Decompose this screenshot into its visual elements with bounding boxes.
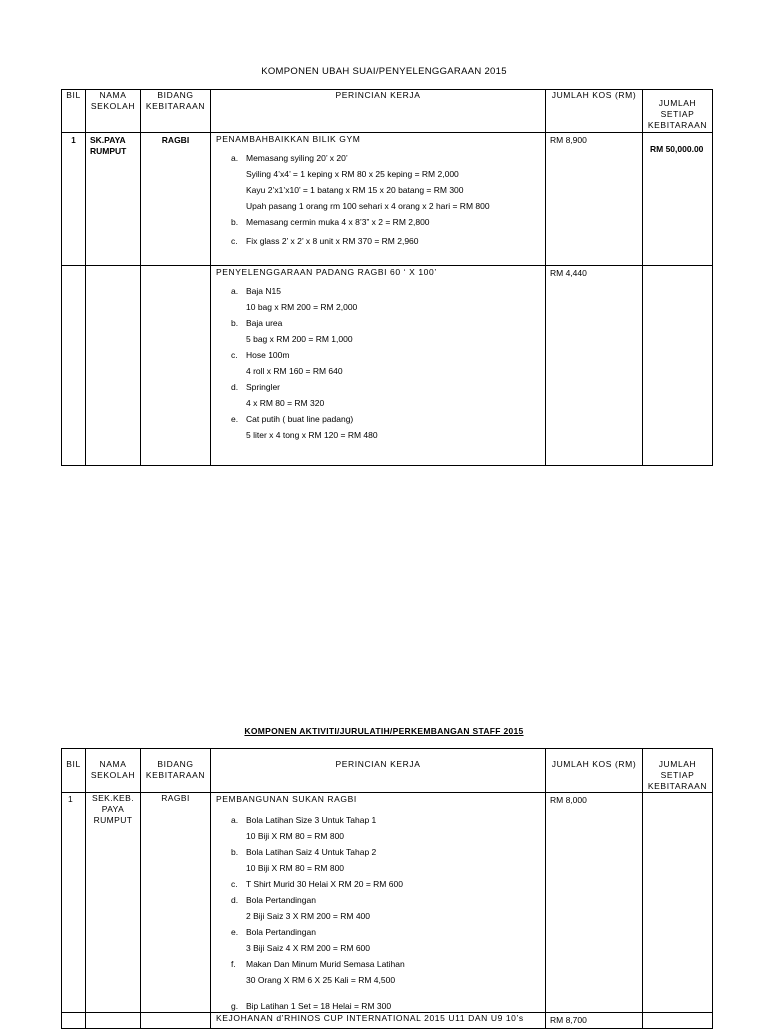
header-row xyxy=(62,90,713,133)
header-bil: BIL xyxy=(62,749,86,793)
list-item: f. Makan Dan Minum Murid Semasa Latihan xyxy=(231,959,405,969)
list-item: 10 bag x RM 200 = RM 2,000 xyxy=(246,302,358,312)
section2-title: KOMPONEN AKTIVITI/JURULATIH/PERKEMBANGAN STAFF 2015 xyxy=(244,726,524,736)
perincian-cell xyxy=(211,266,546,466)
header-jumlah-setiap: JUMLAH SETIAP KEBITARAAN xyxy=(643,90,713,133)
list-item: d. Bola Pertandingan xyxy=(231,895,316,905)
jumlah-kos-cell: RM 8,900 xyxy=(546,133,643,266)
perincian-cell xyxy=(211,133,546,266)
list-item: 3 Biji Saiz 4 X RM 200 = RM 600 xyxy=(246,943,371,953)
aktiviti-table xyxy=(61,748,713,1029)
bil-cell: 1 xyxy=(62,793,86,1013)
perincian-cell xyxy=(211,1013,546,1029)
jumlah-setiap-cell: RM 50,000.00 xyxy=(643,133,713,266)
perincian-heading: PEMBANGUNAN SUKAN RAGBI xyxy=(216,794,357,804)
list-item: 5 liter x 4 tong x RM 120 = RM 480 xyxy=(246,430,378,440)
jumlah-kos-cell: RM 8,000 xyxy=(546,793,643,1013)
header-jumlah-kos: JUMLAH KOS (RM) xyxy=(546,749,643,793)
list-item: g. Bip Latihan 1 Set = 18 Helai = RM 300 xyxy=(231,1001,392,1011)
perincian-heading: KEJOHANAN d’RHINOS CUP INTERNATIONAL 2015 U11 DAN U9 10’s xyxy=(216,1013,524,1023)
table-row xyxy=(62,266,713,466)
list-item: 5 bag x RM 200 = RM 1,000 xyxy=(246,334,353,344)
bidang-cell: RAGBI xyxy=(141,133,211,266)
list-item: 4 roll x RM 160 = RM 640 xyxy=(246,366,343,376)
list-item: Upah pasang 1 orang rm 100 sehari x 4 orang x 2 hari = RM 800 xyxy=(246,201,490,211)
bil-cell: 1 xyxy=(62,133,86,266)
list-item: b. Memasang cermin muka 4 x 8’3” x 2 = RM 2,800 xyxy=(231,217,430,227)
header-bidang: BIDANG KEBITARAAN xyxy=(141,749,211,793)
list-item: 30 Orang X RM 6 X 25 Kali = RM 4,500 xyxy=(246,975,396,985)
header-jumlah-kos: JUMLAH KOS (RM) xyxy=(546,90,643,133)
section1-title: KOMPONEN UBAH SUAI/PENYELENGGARAAN 2015 xyxy=(261,66,507,77)
bidang-cell: RAGBI xyxy=(141,793,211,1013)
list-item: Kayu 2’x1’x10’ = 1 batang x RM 15 x 20 batang = RM 300 xyxy=(246,185,464,195)
jumlah-kos-cell: RM 4,440 xyxy=(546,266,643,466)
list-item: 4 x RM 80 = RM 320 xyxy=(246,398,325,408)
list-item: e. Bola Pertandingan xyxy=(231,927,316,937)
perincian-cell xyxy=(211,793,546,1013)
header-nama-sekolah: NAMA SEKOLAH xyxy=(86,749,141,793)
header-bil: BIL xyxy=(62,90,86,133)
nama-sekolah-cell: SEK.KEB. PAYA RUMPUT xyxy=(86,793,141,1013)
list-item: 10 Biji X RM 80 = RM 800 xyxy=(246,863,345,873)
header-nama-sekolah: NAMA SEKOLAH xyxy=(86,90,141,133)
list-item: a. Bola Latihan Size 3 Untuk Tahap 1 xyxy=(231,815,377,825)
list-item: a. Memasang syiling 20’ x 20’ xyxy=(231,153,348,163)
list-item: c. T Shirt Murid 30 Helai X RM 20 = RM 600 xyxy=(231,879,403,889)
header-perincian: PERINCIAN KERJA xyxy=(211,749,546,793)
perincian-heading: PENYELENGGARAAN PADANG RAGBI 60 ‘ X 100’ xyxy=(216,267,437,277)
list-item: c. Hose 100m xyxy=(231,350,290,360)
nama-sekolah-cell: SK.PAYA RUMPUT xyxy=(86,133,141,266)
list-item: a. Baja N15 xyxy=(231,286,281,296)
header-bidang: BIDANG KEBITARAAN xyxy=(141,90,211,133)
list-item: b. Baja urea xyxy=(231,318,283,328)
list-item: 2 Biji Saiz 3 X RM 200 = RM 400 xyxy=(246,911,371,921)
ubah-suai-table xyxy=(61,89,713,466)
list-item: d. Springler xyxy=(231,382,281,392)
table-row xyxy=(62,1013,713,1029)
header-jumlah-setiap: JUMLAH SETIAP KEBITARAAN xyxy=(643,749,713,793)
header-perincian: PERINCIAN KERJA xyxy=(211,90,546,133)
perincian-heading: PENAMBAHBAIKKAN BILIK GYM xyxy=(216,134,361,144)
header-row xyxy=(62,749,713,793)
list-item: c. Fix glass 2’ x 2’ x 8 unit x RM 370 = RM 2,960 xyxy=(231,236,419,246)
jumlah-kos-cell: RM 8,700 xyxy=(546,1013,643,1029)
table-row xyxy=(62,133,713,266)
table-row xyxy=(62,793,713,1013)
list-item: 10 Biji X RM 80 = RM 800 xyxy=(246,831,345,841)
list-item: b. Bola Latihan Saiz 4 Untuk Tahap 2 xyxy=(231,847,377,857)
list-item: Syiling 4’x4’ = 1 keping x RM 80 x 25 keping = RM 2,000 xyxy=(246,169,459,179)
list-item: e. Cat putih ( buat line padang) xyxy=(231,414,354,424)
